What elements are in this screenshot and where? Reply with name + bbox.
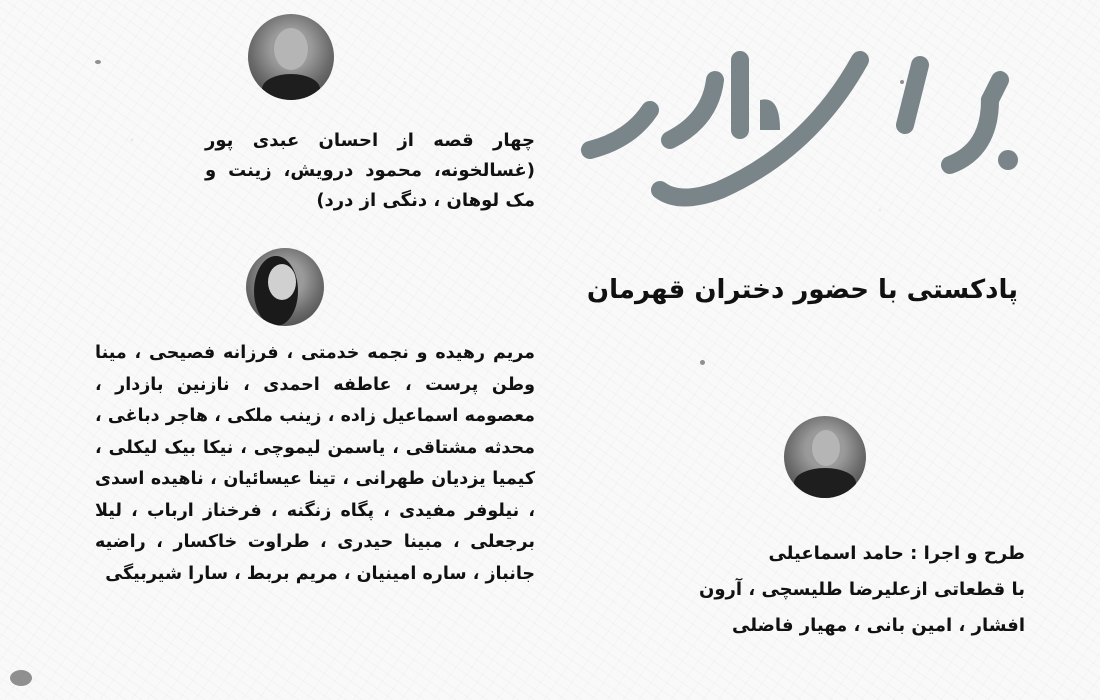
crack-mark — [700, 360, 705, 365]
credits-music-line1: با قطعاتی ازعلیرضا طلیسچی ، آرون — [698, 579, 1025, 600]
credits-producer: طرح و اجرا : حامد اسماعیلی — [768, 543, 1025, 564]
avatar-storyteller — [248, 14, 334, 100]
poster-title-calligraphy — [560, 40, 1040, 210]
guest-list: مریم رهیده و نجمه خدمتی ، فرزانه فصیحی ، مینا وطن پرست ، عاطفه احمدی ، نازنین بازدار ، معصومه اسماعیل زاده ، زینب ملکی ، هاجر دباغی ، محدثه مشتاقی ، یاسمن لیموچی ، نیکا بیک لیکلی ، کیمیا یزدیان طهرانی ، تینا عیسائیان ، ناهیده اسدی ، نیلوفر مفیدی ، پگاه زنگنه ، فرخناز ارباب ، لیلا برجعلی ، مبینا حیدری ، طراوت خاکسار ، راضیه جانباز ، ساره امینیان ، مریم بربط ، سارا شیربیگی — [95, 343, 535, 584]
credits — [565, 536, 1025, 644]
story-description: چهار قصه از احسان عبدی پور (غسالخونه، محمود درویش، زینت و مک لوهان ، دنگی از درد) — [205, 130, 535, 211]
crack-mark — [95, 60, 101, 64]
credits-music-line2: افشار ، امین بانی ، مهیار فاضلی — [731, 615, 1025, 636]
podcast-headline: پادکستی با حضور دختران قهرمان — [586, 275, 1018, 305]
avatar-host — [784, 416, 866, 498]
crack-mark — [10, 670, 32, 686]
avatar-guest — [246, 248, 324, 326]
